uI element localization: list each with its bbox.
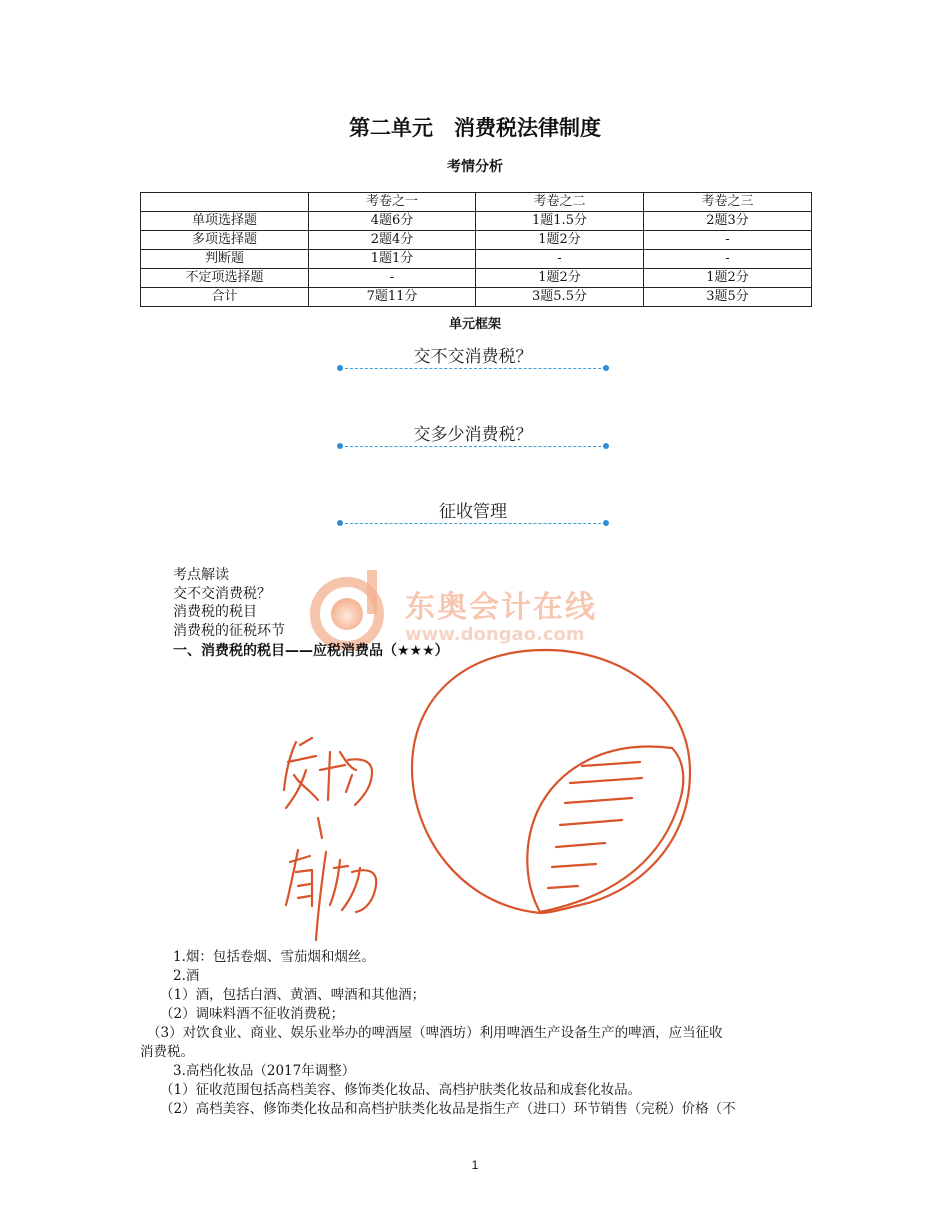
hatch-line-drawing bbox=[582, 762, 640, 766]
table-cell: 1题2分 bbox=[476, 269, 644, 288]
table-cell: 7题11分 bbox=[309, 288, 476, 307]
table-cell: - bbox=[309, 269, 476, 288]
table-cell: 多项选择题 bbox=[141, 231, 309, 250]
table-cell: 1题1.5分 bbox=[476, 212, 644, 231]
handwriting-glyph bbox=[316, 852, 326, 940]
handwriting-glyph bbox=[286, 850, 312, 906]
exam-analysis-heading: 考情分析 bbox=[447, 159, 503, 175]
body-paragraph: （1）征收范围包括高档美容、修饰类化妆品、高档护肤类化妆品和成套化妆品。 bbox=[160, 1082, 642, 1098]
table-cell: 3题5.5分 bbox=[476, 288, 644, 307]
body-paragraph: 消费税。 bbox=[140, 1044, 194, 1060]
table-cell: 1题1分 bbox=[309, 250, 476, 269]
framework-heading: 单元框架 bbox=[448, 317, 501, 332]
framework-item-label: 征收管理 bbox=[439, 502, 507, 522]
body-paragraph: 1.烟：包括卷烟、雪茄烟和烟丝。 bbox=[173, 949, 375, 965]
keypoint-heading: 考点解读 bbox=[173, 567, 229, 583]
handwriting-glyph bbox=[318, 818, 322, 838]
hatch-line-drawing bbox=[556, 843, 605, 847]
watermark-brand: 东奥会计在线 bbox=[405, 590, 597, 625]
body-paragraph: （2）高档美容、修饰类化妆品和高档护肤类化妆品是指生产（进口）环节销售（完税）价格（不 bbox=[160, 1101, 736, 1117]
page-number: 1 bbox=[471, 1158, 479, 1172]
hatch-line-drawing bbox=[565, 798, 632, 803]
table-cell: 合计 bbox=[141, 288, 309, 307]
table-cell: 1题2分 bbox=[644, 269, 812, 288]
table-header-cell: 考卷之一 bbox=[309, 193, 476, 212]
body-paragraph: （2）调味料酒不征收消费税； bbox=[160, 1006, 345, 1022]
table-cell: 4题6分 bbox=[309, 212, 476, 231]
hatch-line-drawing bbox=[570, 778, 642, 783]
table-header-cell: 考卷之三 bbox=[644, 193, 812, 212]
table-cell: 2题3分 bbox=[644, 212, 812, 231]
table-cell: - bbox=[644, 250, 812, 269]
keypoint-item: 交不交消费税？ bbox=[173, 586, 271, 602]
hatch-line-drawing bbox=[548, 886, 578, 888]
keypoint-item: 消费税的征税环节 bbox=[173, 623, 285, 639]
handwriting-glyph bbox=[330, 860, 376, 912]
body-paragraph: （3）对饮食业、商业、娱乐业举办的啤酒屋（啤酒坊）利用啤酒生产设备生产的啤酒，应当征收 bbox=[147, 1025, 723, 1041]
watermark-url: www.dongao.com bbox=[405, 624, 585, 645]
section-heading: 一、消费税的税目——应税消费品（★★★） bbox=[173, 643, 449, 659]
table-cell: 3题5分 bbox=[644, 288, 812, 307]
table-cell: 单项选择题 bbox=[141, 212, 309, 231]
table-cell: 2题4分 bbox=[309, 231, 476, 250]
hatch-line-drawing bbox=[560, 820, 622, 825]
handwriting-glyph bbox=[284, 738, 318, 808]
body-paragraph: 2.酒 bbox=[173, 968, 200, 984]
framework-item-label: 交不交消费税？ bbox=[413, 347, 533, 367]
handwriting-glyph bbox=[320, 752, 372, 805]
hatch-line-drawing bbox=[552, 864, 596, 867]
table-header-cell: 考卷之二 bbox=[476, 193, 644, 212]
outer-circle-drawing bbox=[412, 650, 690, 913]
table-cell: 判断题 bbox=[141, 250, 309, 269]
table-cell: 不定项选择题 bbox=[141, 269, 309, 288]
keypoint-item: 消费税的税目 bbox=[173, 604, 257, 620]
table-cell: - bbox=[476, 250, 644, 269]
body-paragraph: （1）酒，包括白酒、黄酒、啤酒和其他酒； bbox=[160, 987, 426, 1003]
table-cell: 1题2分 bbox=[476, 231, 644, 250]
page-title: 第二单元 消费税法律制度 bbox=[349, 116, 601, 140]
framework-item-label: 交多少消费税？ bbox=[413, 425, 533, 445]
table-cell: - bbox=[644, 231, 812, 250]
body-paragraph: 3.高档化妆品（2017年调整） bbox=[173, 1063, 356, 1079]
